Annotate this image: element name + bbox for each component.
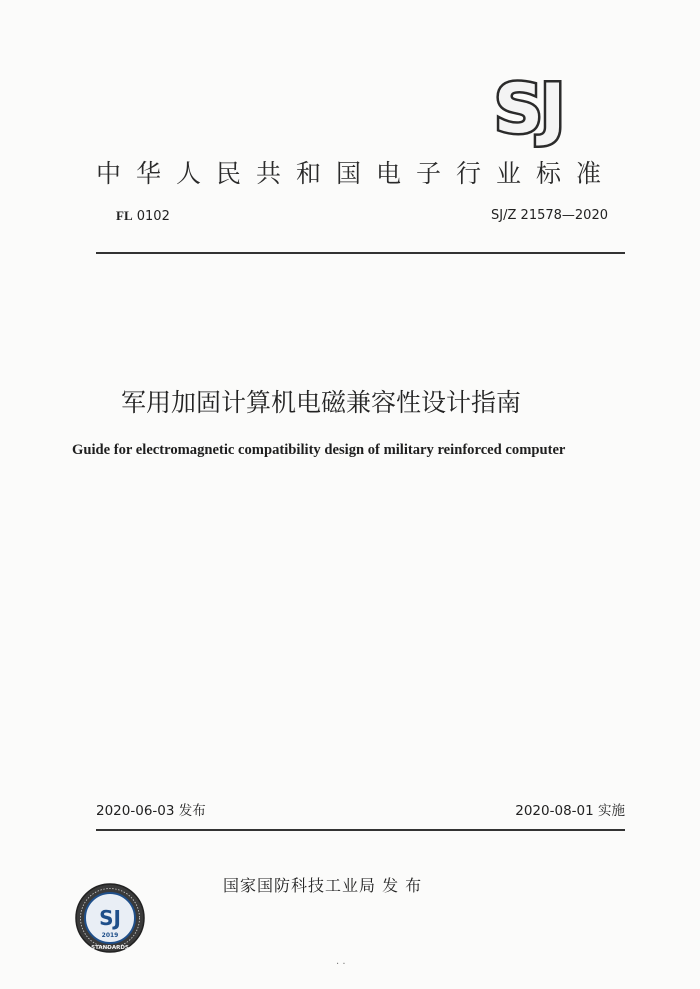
scan-artifact: · · <box>336 959 346 970</box>
document-title-chinese: 军用加固计算机电磁兼容性设计指南 <box>121 388 522 417</box>
classification-code <box>116 208 170 224</box>
standard-number: SJ/Z 21578—2020 <box>491 208 608 223</box>
standards-seal-icon <box>74 882 146 954</box>
top-divider <box>96 252 625 254</box>
document-title-english: Guide for electromagnetic compatibility design of military reinforced computer <box>72 442 566 458</box>
seal-year: 2019 <box>101 932 119 939</box>
sj-logo: SJ <box>494 70 563 149</box>
seal-bottom-text: STANDARDS <box>91 945 129 951</box>
bottom-divider <box>96 829 625 831</box>
seal-center-text: SJ <box>99 906 121 930</box>
classification-number: 0102 <box>136 209 170 224</box>
classification-prefix: FL <box>116 208 133 223</box>
organization-title: 中华人民共和国电子行业标准 <box>96 159 617 188</box>
implementation-date: 2020-08-01 实施 <box>515 803 625 819</box>
publisher: 国家国防科技工业局 发 布 <box>223 876 423 895</box>
issue-date: 2020-06-03 发布 <box>96 803 206 819</box>
